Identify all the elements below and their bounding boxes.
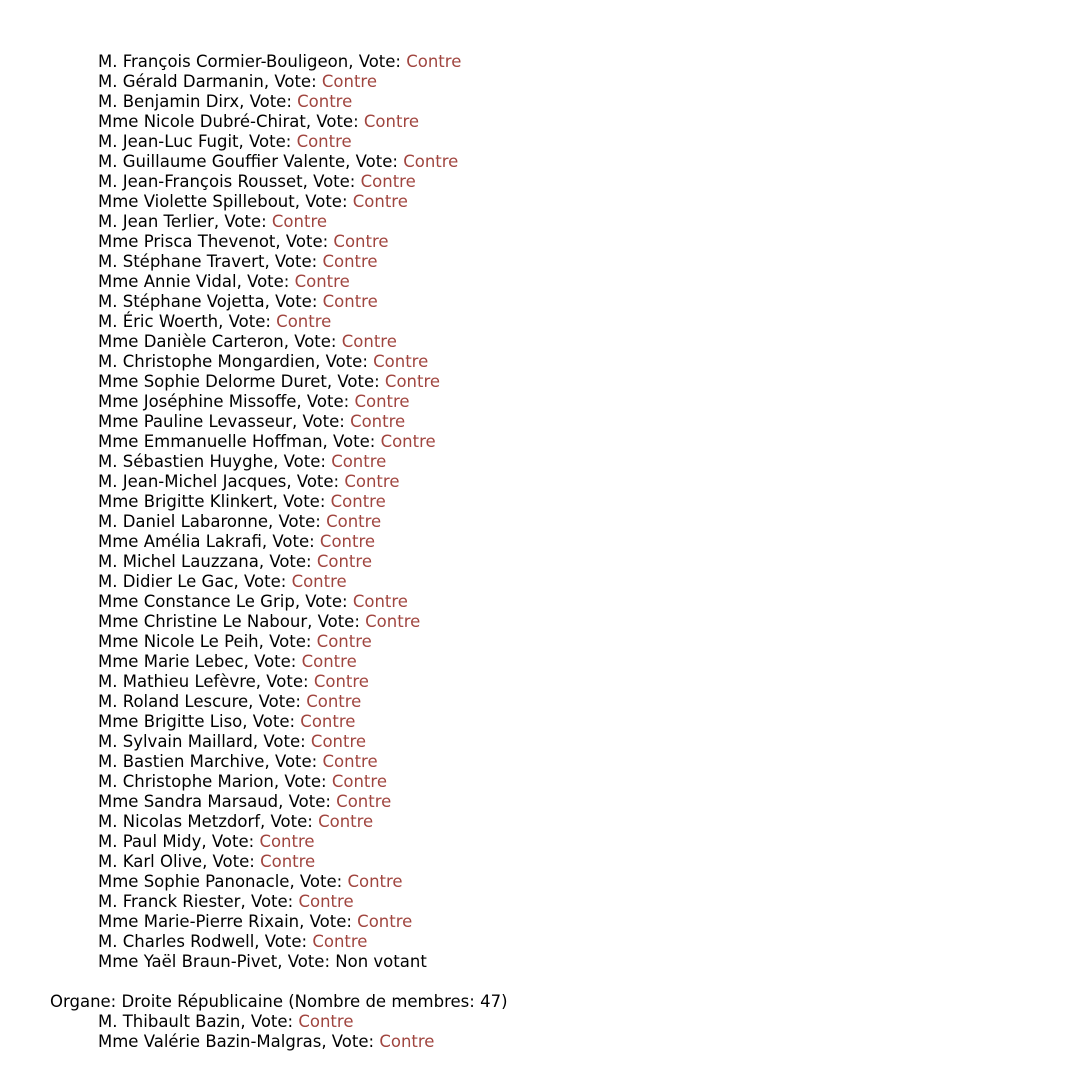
vote-value: Contre (331, 772, 387, 791)
member-name: M. Guillaume Gouffier Valente (98, 152, 346, 171)
vote-value: Contre (406, 52, 462, 71)
vote-value: Contre (352, 192, 408, 211)
member-name: Mme Brigitte Klinkert (98, 492, 273, 511)
vote-value: Contre (403, 152, 459, 171)
vote-prefix: , Vote: (302, 172, 361, 191)
vote-value: Contre (357, 912, 413, 931)
vote-value: Contre (322, 292, 378, 311)
vote-value: Contre (379, 1032, 435, 1051)
vote-value: Contre (336, 792, 392, 811)
member-vote-line (0, 192, 1080, 212)
member-vote-line (0, 532, 1080, 552)
member-vote-line (0, 932, 1080, 952)
vote-value: Contre (352, 592, 408, 611)
member-name: M. Sylvain Maillard (98, 732, 253, 751)
member-vote-line (0, 792, 1080, 812)
member-vote-line (0, 912, 1080, 932)
vote-prefix: , Vote: (201, 832, 260, 851)
member-vote-line (0, 472, 1080, 492)
vote-prefix: , Vote: (289, 872, 348, 891)
member-vote-line (0, 252, 1080, 272)
member-vote-line (0, 372, 1080, 392)
member-vote-line (0, 892, 1080, 912)
vote-prefix: , Vote: (238, 132, 297, 151)
vote-prefix: , Vote: (240, 892, 299, 911)
member-vote-line (0, 572, 1080, 592)
vote-prefix: , Vote: (275, 232, 334, 251)
member-name: Mme Brigitte Liso (98, 712, 243, 731)
member-name: Mme Constance Le Grip (98, 592, 295, 611)
vote-prefix: , Vote: (254, 932, 313, 951)
member-vote-line (0, 672, 1080, 692)
vote-prefix: , Vote: (258, 552, 317, 571)
vote-value: Contre (306, 692, 362, 711)
vote-value: Contre (363, 112, 420, 131)
vote-value: Contre (326, 512, 382, 531)
member-name: M. Benjamin Dirx (98, 92, 240, 111)
vote-value: Contre (298, 1012, 354, 1031)
member-vote-line (0, 492, 1080, 512)
vote-prefix: , Vote: (264, 752, 323, 771)
vote-prefix: , Vote: (213, 212, 272, 231)
vote-prefix: , Vote: (345, 152, 404, 171)
vote-value: Contre (319, 532, 376, 551)
member-vote-line (0, 732, 1080, 752)
member-vote-line (0, 552, 1080, 572)
vote-prefix: , Vote: (296, 392, 355, 411)
member-name: Mme Emmanuelle Hoffman (98, 432, 323, 451)
vote-value: Contre (296, 132, 352, 151)
vote-value: Contre (350, 412, 406, 431)
vote-prefix: , Vote: (299, 912, 358, 931)
member-name: M. Gérald Darmanin (98, 72, 264, 91)
vote-value: Contre (318, 812, 374, 831)
vote-value: Contre (310, 732, 367, 751)
vote-prefix: , Vote: (248, 692, 307, 711)
vote-value: Contre (291, 572, 347, 591)
vote-value: Contre (322, 752, 378, 771)
member-name: M. Michel Lauzzana (98, 552, 259, 571)
vote-prefix: , Vote: (236, 272, 295, 291)
vote-prefix: , Vote: (264, 292, 323, 311)
member-name: M. Daniel Labaronne (98, 512, 269, 531)
vote-prefix: , Vote: (326, 372, 385, 391)
member-name: Mme Sandra Marsaud (98, 792, 279, 811)
member-name: Mme Joséphine Missoffe (98, 392, 297, 411)
vote-prefix: , Vote: (243, 652, 302, 671)
member-name: M. Didier Le Gac (98, 572, 234, 591)
vote-prefix: , Vote: (239, 92, 298, 111)
member-vote-line (0, 412, 1080, 432)
vote-prefix: , Vote: (321, 1032, 380, 1051)
member-vote-line (0, 712, 1080, 732)
member-vote-line (0, 292, 1080, 312)
vote-prefix: , Vote: (307, 612, 366, 631)
vote-value: Contre (330, 492, 386, 511)
vote-prefix: , Vote: (255, 672, 314, 691)
vote-value: Non votant (335, 952, 427, 971)
member-name: M. Thibault Bazin (98, 1012, 241, 1031)
member-name: M. Stéphane Vojetta (98, 292, 265, 311)
vote-value: Contre (344, 472, 400, 491)
vote-list-document (0, 52, 1080, 1052)
member-name: M. Stéphane Travert (98, 252, 265, 271)
member-vote-line (0, 812, 1080, 832)
member-vote-line (0, 852, 1080, 872)
vote-prefix: , Vote: (268, 512, 327, 531)
member-name: M. Charles Rodwell (98, 932, 255, 951)
vote-value: Contre (294, 272, 350, 291)
vote-value: Contre (380, 432, 436, 451)
vote-prefix: , Vote: (273, 772, 332, 791)
member-vote-line (0, 52, 1080, 72)
member-vote-line (0, 212, 1080, 232)
member-vote-line (0, 172, 1080, 192)
vote-value: Contre (354, 392, 410, 411)
vote-prefix: , Vote: (294, 192, 353, 211)
member-name: Mme Valérie Bazin-Malgras (98, 1032, 322, 1051)
vote-prefix: , Vote: (278, 792, 337, 811)
member-vote-line (0, 232, 1080, 252)
member-name: M. Sébastien Huyghe (98, 452, 274, 471)
member-name: Mme Yaël Braun-Pivet (98, 952, 278, 971)
vote-prefix: , Vote: (260, 812, 319, 831)
member-vote-line (0, 452, 1080, 472)
member-name: M. Jean-François Rousset (98, 172, 303, 191)
member-name: Mme Amélia Lakrafi (98, 532, 262, 551)
member-vote-line (0, 612, 1080, 632)
member-name: Mme Marie-Pierre Rixain (98, 912, 300, 931)
vote-prefix: , Vote: (277, 952, 336, 971)
member-name: M. François Cormier-Bouligeon (98, 52, 349, 71)
member-name: M. Mathieu Lefèvre (98, 672, 256, 691)
member-vote-line (0, 592, 1080, 612)
vote-value: Contre (321, 72, 378, 91)
member-vote-line (0, 332, 1080, 352)
vote-prefix: , Vote: (292, 412, 351, 431)
vote-prefix: , Vote: (315, 352, 374, 371)
vote-prefix: , Vote: (283, 332, 342, 351)
blank-line (0, 972, 1080, 992)
vote-value: Contre (316, 632, 372, 651)
vote-prefix: , Vote: (218, 312, 277, 331)
member-name: Mme Annie Vidal (98, 272, 237, 291)
member-name: Mme Pauline Levasseur (98, 412, 293, 431)
member-name: Mme Prisca Thevenot (98, 232, 276, 251)
member-name: M. Jean-Luc Fugit (98, 132, 239, 151)
vote-prefix: , Vote: (348, 52, 407, 71)
vote-value: Contre (347, 872, 403, 891)
vote-value: Contre (333, 232, 389, 251)
vote-prefix: , Vote: (261, 532, 320, 551)
vote-value: Contre (312, 932, 368, 951)
organe-heading: Organe: Droite Républicaine (Nombre de membres: 47) (50, 992, 508, 1011)
member-name: Mme Violette Spillebout (98, 192, 295, 211)
member-vote-line (0, 652, 1080, 672)
member-name: M. Jean-Michel Jacques (98, 472, 287, 491)
member-vote-line (0, 392, 1080, 412)
member-vote-line (0, 92, 1080, 112)
vote-prefix: , Vote: (240, 1012, 299, 1031)
member-vote-line (0, 692, 1080, 712)
vote-value: Contre (360, 172, 416, 191)
member-vote-line (0, 752, 1080, 772)
vote-value: Contre (271, 212, 328, 231)
member-name: Mme Nicole Dubré-Chirat (98, 112, 306, 131)
vote-value: Contre (259, 832, 315, 851)
vote-prefix: , Vote: (294, 592, 353, 611)
member-vote-line (0, 832, 1080, 852)
vote-value: Contre (301, 652, 357, 671)
vote-value: Contre (384, 372, 441, 391)
member-name: M. Nicolas Metzdorf (98, 812, 261, 831)
member-vote-line (0, 132, 1080, 152)
vote-prefix: , Vote: (202, 852, 261, 871)
member-name: M. Franck Riester (98, 892, 241, 911)
vote-value: Contre (297, 92, 353, 111)
vote-prefix: , Vote: (263, 72, 322, 91)
member-vote-line (0, 72, 1080, 92)
vote-prefix: , Vote: (272, 492, 331, 511)
member-name: Mme Marie Lebec (98, 652, 244, 671)
member-name: Mme Nicole Le Peih (98, 632, 259, 651)
member-vote-line (0, 432, 1080, 452)
member-name: M. Roland Lescure (98, 692, 249, 711)
member-name: M. Christophe Mongardien (98, 352, 316, 371)
member-vote-line (0, 872, 1080, 892)
member-name: Mme Christine Le Nabour (98, 612, 308, 631)
vote-value: Contre (300, 712, 356, 731)
member-vote-line (0, 772, 1080, 792)
member-name: M. Bastien Marchive (98, 752, 265, 771)
vote-value: Contre (316, 552, 372, 571)
member-name: Mme Sophie Delorme Duret (98, 372, 327, 391)
member-vote-line (0, 512, 1080, 532)
member-vote-line (0, 152, 1080, 172)
member-vote-line (0, 112, 1080, 132)
member-name: Mme Danièle Carteron (98, 332, 284, 351)
vote-prefix: , Vote: (305, 112, 364, 131)
member-name: M. Jean Terlier (98, 212, 214, 231)
vote-value: Contre (365, 612, 421, 631)
vote-value: Contre (373, 352, 429, 371)
member-name: M. Christophe Marion (98, 772, 274, 791)
vote-prefix: , Vote: (252, 732, 311, 751)
member-vote-line (0, 312, 1080, 332)
member-vote-line (0, 952, 1080, 972)
vote-value: Contre (322, 252, 378, 271)
member-vote-line (0, 1032, 1080, 1052)
vote-prefix: , Vote: (242, 712, 301, 731)
vote-value: Contre (331, 452, 387, 471)
member-vote-line (0, 352, 1080, 372)
member-name: M. Éric Woerth (98, 312, 219, 331)
vote-value: Contre (313, 672, 369, 691)
vote-value: Contre (276, 312, 332, 331)
vote-prefix: , Vote: (286, 472, 345, 491)
member-name: M. Paul Midy (98, 832, 202, 851)
vote-prefix: , Vote: (258, 632, 317, 651)
vote-prefix: , Vote: (322, 432, 381, 451)
member-vote-line (0, 632, 1080, 652)
vote-value: Contre (260, 852, 316, 871)
member-vote-line (0, 1012, 1080, 1032)
vote-value: Contre (341, 332, 397, 351)
member-name: M. Karl Olive (98, 852, 203, 871)
member-name: Mme Sophie Panonacle (98, 872, 290, 891)
vote-prefix: , Vote: (264, 252, 323, 271)
vote-value: Contre (298, 892, 354, 911)
vote-prefix: , Vote: (233, 572, 292, 591)
member-vote-line (0, 272, 1080, 292)
vote-prefix: , Vote: (273, 452, 332, 471)
